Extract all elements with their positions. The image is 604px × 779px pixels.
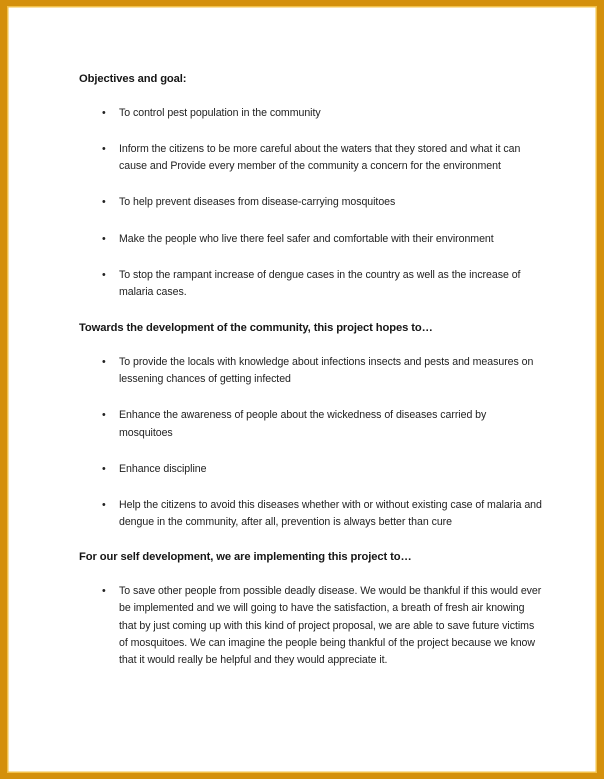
document-content: [79, 72, 542, 669]
community-development-bullet-list: [79, 354, 542, 531]
document-sheet: [7, 6, 597, 773]
list-item: [79, 583, 542, 669]
bullet-icon: •: [102, 232, 106, 245]
bullet-icon: •: [102, 498, 106, 511]
list-item-text: Enhance discipline: [119, 462, 207, 475]
list-item: [79, 105, 542, 122]
bullet-icon: •: [102, 143, 106, 156]
self-development-bullet-list: [79, 583, 542, 669]
bullet-icon: •: [102, 268, 106, 281]
list-item: [79, 407, 542, 441]
list-item-text: To stop the rampant increase of dengue cases in the country as well as the increase of malaria cases.: [119, 268, 521, 298]
list-item-text: Make the people who live there feel safer and comfortable with their environment: [119, 232, 494, 245]
list-item-text: Inform the citizens to be more careful about the waters that they stored and what it can cause and Provide every member of the community a concern for the environment: [119, 143, 521, 173]
objectives-bullet-list: [79, 105, 542, 301]
list-item: [79, 141, 542, 175]
list-item: [79, 497, 542, 531]
bullet-icon: •: [102, 585, 106, 598]
bullet-icon: •: [102, 196, 106, 209]
section-heading-self-development: For our self development, we are implementing this project to…: [79, 551, 412, 564]
bullet-icon: •: [102, 107, 106, 119]
list-item-text: Help the citizens to avoid this diseases whether with or without existing case of malaria and dengue in the community, after all, prevention is always better than cure: [119, 498, 542, 529]
bullet-icon: •: [102, 409, 106, 422]
list-item-text: To help prevent diseases from disease-carrying mosquitoes: [119, 196, 396, 209]
bullet-icon: •: [102, 356, 106, 369]
list-item: [79, 354, 542, 388]
list-item: [79, 194, 542, 211]
list-item: [79, 461, 542, 478]
list-item-text: To provide the locals with knowledge about infections insects and pests and measures on lessening chances of getting infected: [119, 356, 534, 386]
list-item-text: Enhance the awareness of people about the wickedness of diseases carried by mosquitoes: [119, 409, 487, 439]
section-heading-community-development: Towards the development of the community, this project hopes to…: [79, 322, 433, 335]
section-heading-objectives: Objectives and goal:: [79, 73, 187, 85]
list-item-text: To control pest population in the community: [119, 107, 321, 119]
list-item: [79, 267, 542, 301]
list-item: [79, 231, 542, 248]
bullet-icon: •: [102, 462, 106, 475]
list-item-text: To save other people from possible deadly disease. We would be thankful if this would ever be implemented and we will going to have the satisfaction, a breath of fresh air knowing that by just coming up with this kind of project proposal, we are able to save future victims of mosquitoes. We can imagine the people being thankful of the project because we know that it would really be helpful and they would appreciate it.: [119, 585, 542, 666]
